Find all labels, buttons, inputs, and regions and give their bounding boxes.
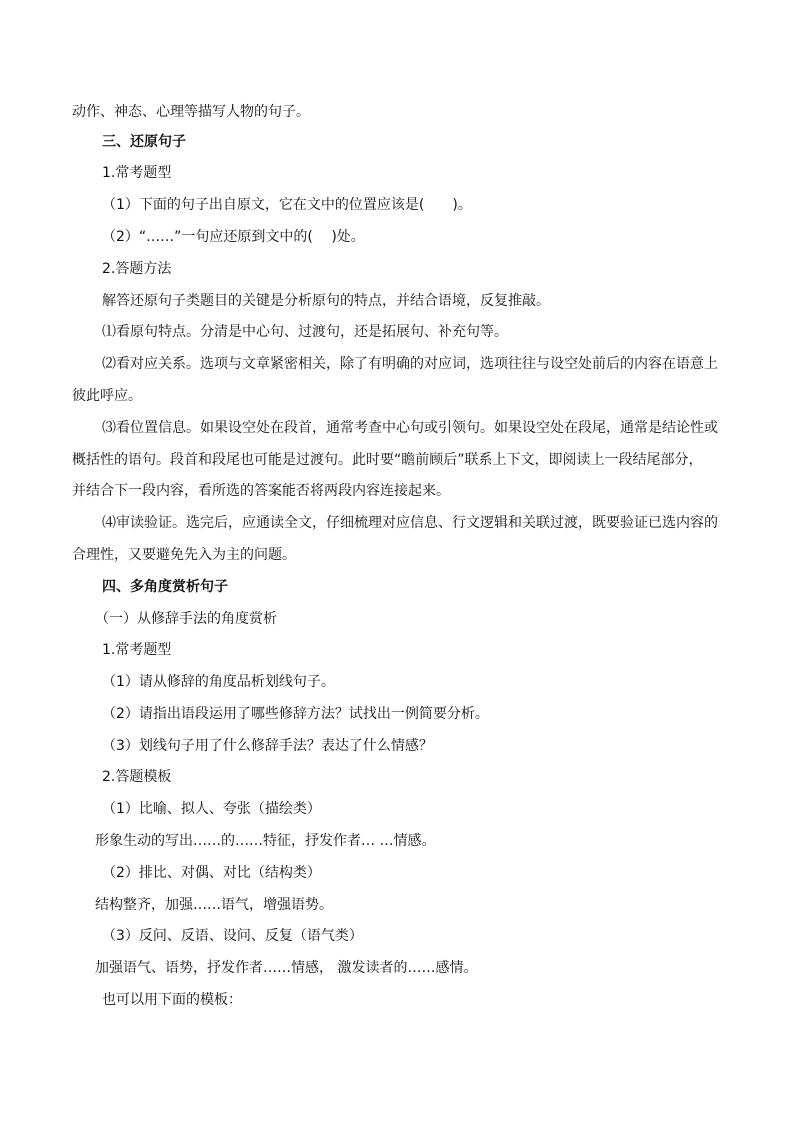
section-heading: 三、还原句子 bbox=[102, 134, 186, 150]
subheading: 2.答题方法 bbox=[102, 261, 172, 277]
text-line: 结构整齐，加强……语气，增强语势。 bbox=[95, 897, 333, 913]
text-line: ⑷审读验证。选完后，应通读全文，仔细梳理对应信息、行文逻辑和关联过渡，既要验证已选内容的 bbox=[102, 515, 718, 531]
text-line: 彼此呼应。 bbox=[72, 388, 142, 404]
subheading: （一）从修辞手法的角度赏析 bbox=[95, 611, 277, 627]
text-line: 解答还原句子类题目的关键是分析原句的特点，并结合语境，反复推敲。 bbox=[102, 293, 550, 309]
subheading: 2.答题模板 bbox=[102, 769, 172, 785]
text-line: （3）反问、反语、设问、反复（语气类） bbox=[102, 928, 363, 944]
text-line: （2）请指出语段运用了哪些修辞方法？试找出一例简要分析。 bbox=[102, 706, 489, 722]
text-line: ⑶看位置信息。如果设空处在段首，通常考查中心句或引领句。如果设空处在段尾，通常是结论性或 bbox=[102, 420, 718, 436]
text-line: （2）排比、对偶、对比（结构类） bbox=[102, 865, 321, 881]
text-line: 动作、神态、心理等描写人物的句子。 bbox=[72, 104, 310, 120]
text-line: ⑴看原句特点。分清是中心句、过渡句，还是拓展句、补充句等。 bbox=[102, 324, 508, 340]
text-line: 并结合下一段内容，看所选的答案能否将两段内容连接起来。 bbox=[72, 483, 450, 499]
subheading: 1.常考题型 bbox=[102, 165, 172, 181]
text-line: 加强语气、语势，抒发作者……情感， 激发读者的……感情。 bbox=[95, 960, 478, 976]
text-line: 形象生动的写出……的……特征，抒发作者… …情感。 bbox=[95, 833, 436, 849]
subheading: 1.常考题型 bbox=[102, 642, 172, 658]
text-line: 概括性的语句。段首和段尾也可能是过渡句。此时要“瞻前顾后”联系上下文，即阅读上一段结尾部分， bbox=[72, 452, 703, 468]
text-line: 也可以用下面的模板： bbox=[102, 992, 242, 1008]
text-line: （1）比喻、拟人、夸张（描绘类） bbox=[102, 801, 321, 817]
text-line: （3）划线句子用了什么修辞手法？表达了什么情感？ bbox=[102, 738, 433, 754]
text-line: 合理性，又要避免先入为主的问题。 bbox=[72, 547, 296, 563]
text-line: （2）“……”一句应还原到文中的( )处。 bbox=[102, 229, 365, 245]
section-heading: 四、多角度赏析句子 bbox=[102, 579, 228, 595]
text-line: （1）请从修辞的角度品析划线句子。 bbox=[102, 674, 335, 690]
text-line: ⑵看对应关系。选项与文章紧密相关，除了有明确的对应词，选项往往与设空处前后的内容在语意上 bbox=[102, 356, 718, 372]
text-line: （1）下面的句子出自原文，它在文中的位置应该是( )。 bbox=[102, 197, 472, 213]
